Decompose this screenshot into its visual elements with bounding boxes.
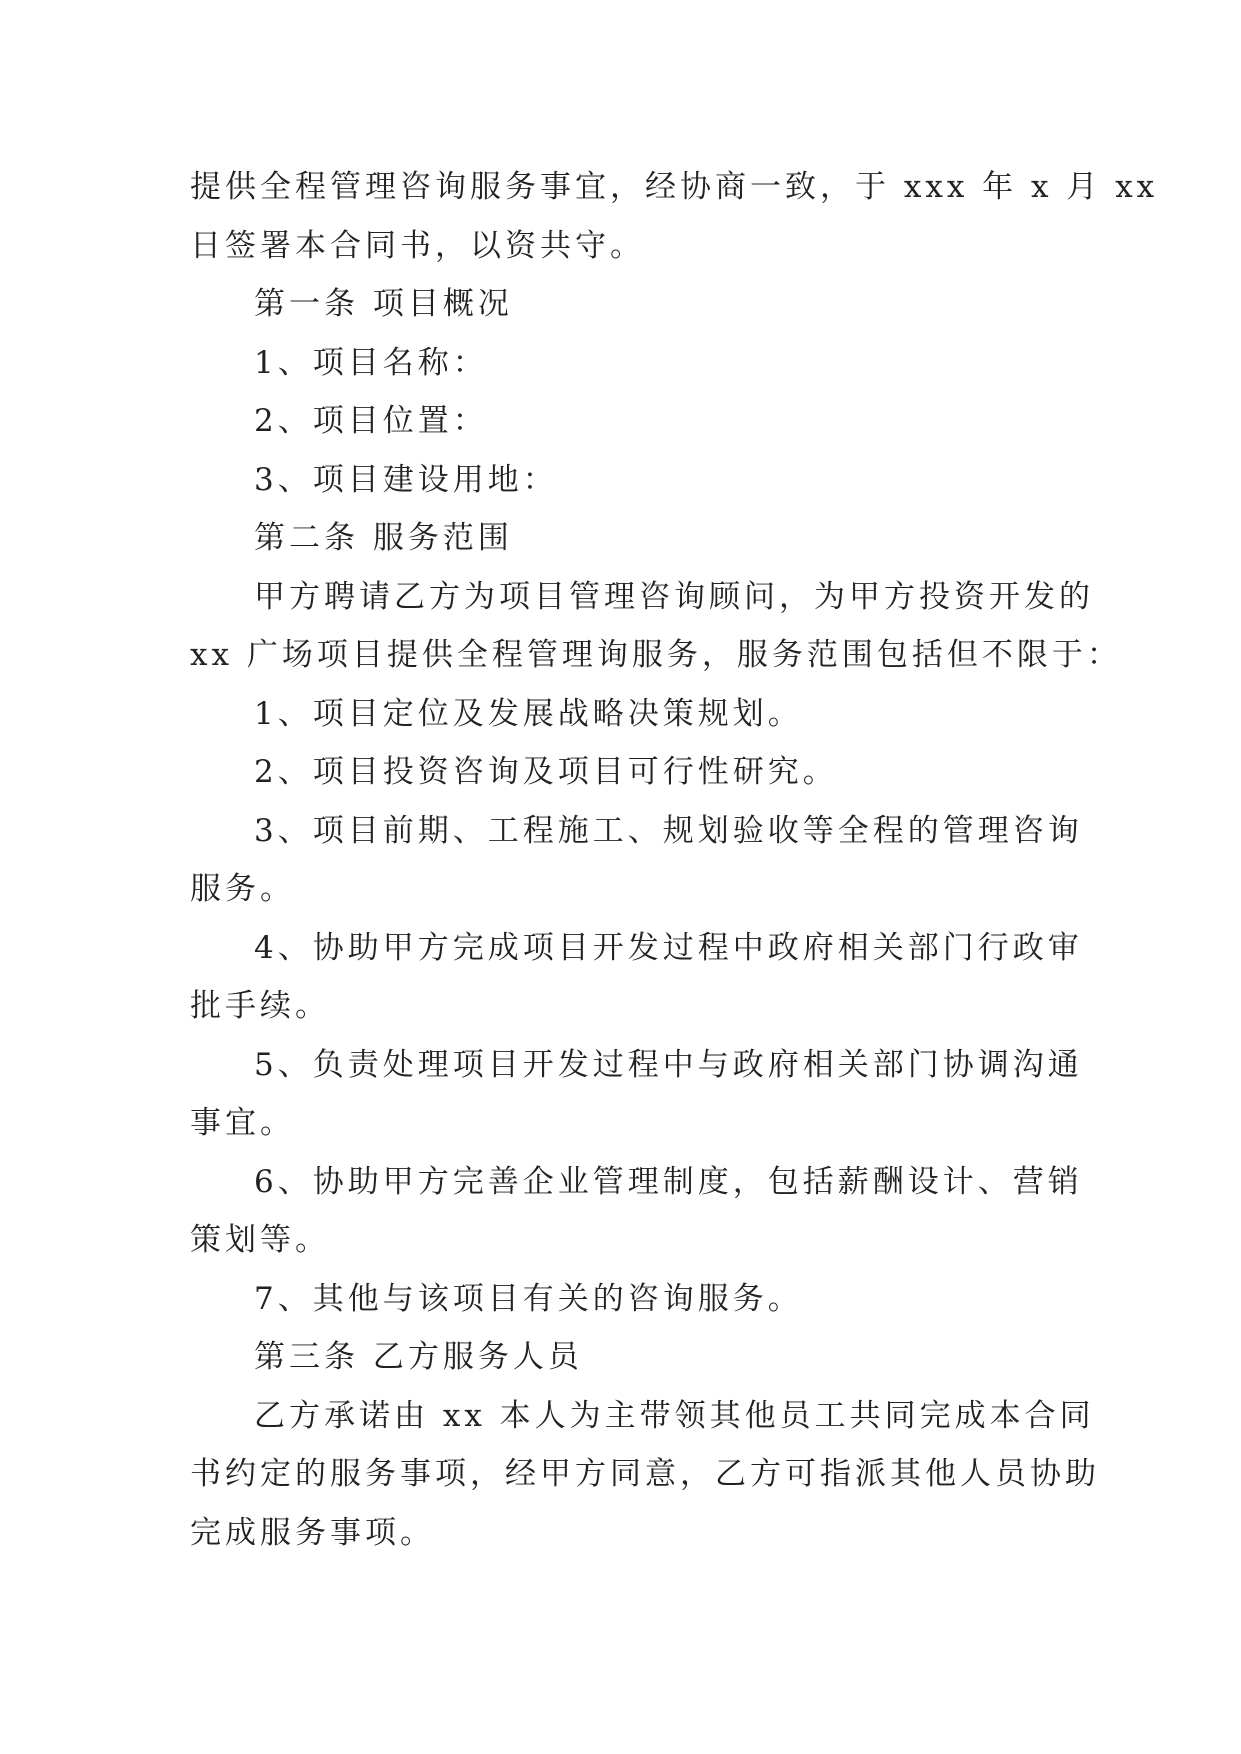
article-heading: 第三条 乙方服务人员 (254, 1339, 583, 1375)
text-line: 甲方聘请乙方为项目管理咨询顾问，为甲方投资开发的 (254, 578, 1094, 615)
text-line: 完成服务事项。 (190, 1514, 435, 1551)
article-heading: 第一条 项目概况 (254, 286, 513, 322)
list-item: 1、项目名称： (254, 344, 488, 381)
list-item: 7、其他与该项目有关的咨询服务。 (254, 1280, 803, 1317)
text-line: 服务。 (190, 871, 295, 907)
text-line: 书约定的服务事项，经甲方同意，乙方可指派其他人员协助 (190, 1456, 1100, 1492)
list-item: 4、协助甲方完成项目开发过程中政府相关部门行政审 (254, 929, 1083, 966)
document-body (190, 158, 1159, 1562)
list-item: 1、项目定位及发展战略决策规划。 (254, 695, 803, 732)
text-line: 乙方承诺由 xx 本人为主带领其他员工共同完成本合同 (254, 1397, 1095, 1434)
list-item: 2、项目投资咨询及项目可行性研究。 (254, 754, 838, 790)
list-item: 3、项目前期、工程施工、规划验收等全程的管理咨询 (254, 812, 1083, 849)
list-item: 3、项目建设用地： (254, 461, 558, 498)
list-item: 2、项目位置： (254, 403, 488, 439)
list-item: 6、协助甲方完善企业管理制度，包括薪酬设计、营销 (254, 1163, 1083, 1200)
text-line: 策划等。 (190, 1222, 330, 1258)
text-line: 日签署本合同书，以资共守。 (190, 227, 645, 264)
article-heading: 第二条 服务范围 (254, 520, 513, 556)
list-item: 5、负责处理项目开发过程中与政府相关部门协调沟通 (254, 1046, 1083, 1083)
text-line: 事宜。 (190, 1105, 295, 1141)
text-line: xx 广场项目提供全程管理询服务，服务范围包括但不限于： (190, 637, 1122, 673)
text-line: 提供全程管理咨询服务事宜，经协商一致，于 xxx 年 x 月 xx (190, 169, 1159, 205)
text-line: 批手续。 (190, 988, 330, 1024)
